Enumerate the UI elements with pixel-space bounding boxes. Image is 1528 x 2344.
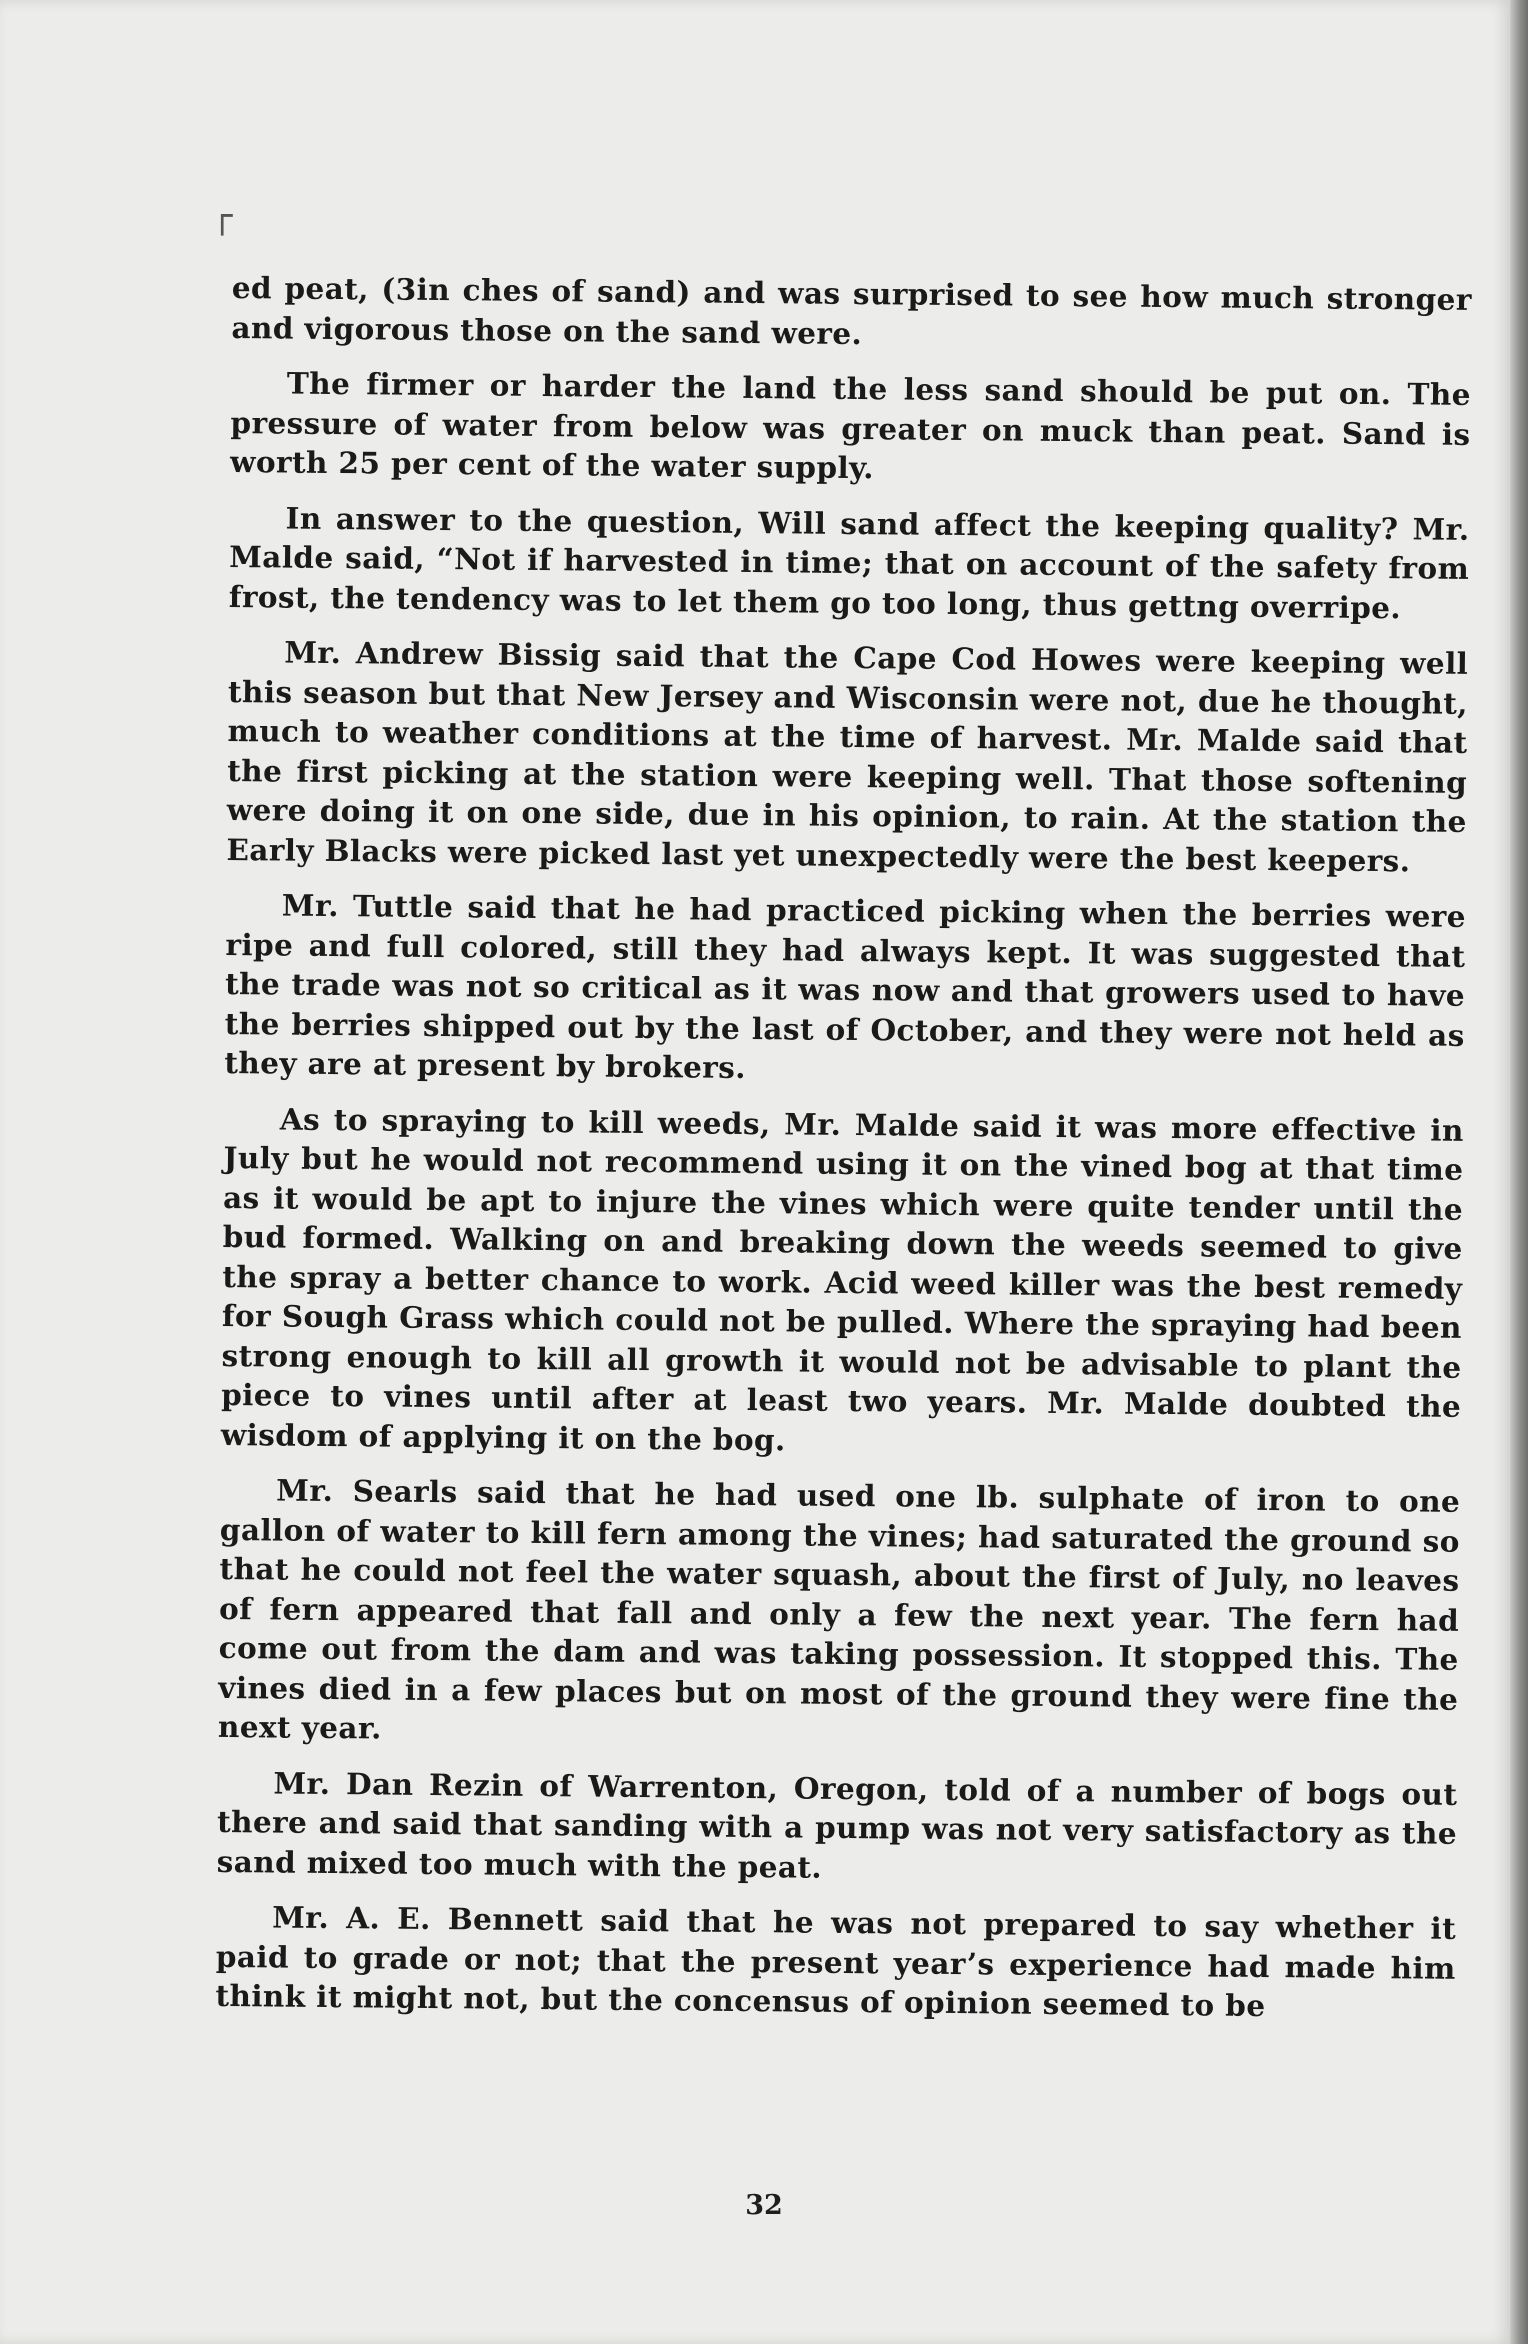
corner-mark: ┌: [212, 196, 233, 236]
paragraph-8: Mr. Dan Rezin of Warrenton, Oregon, told of a number of bogs out there and said that sanding with a pump was not very satisfactory as the sand mixed too much with the peat.: [216, 1764, 1458, 1885]
paragraph-1: ed peat, (3in ches of sand) and was surprised to see how much stronger and vigorous those on the sand were.: [231, 269, 1472, 351]
page-number: 32: [745, 2190, 783, 2221]
paragraph-5: Mr. Tuttle said that he had practiced picking when the berries were ripe and full colored, still they had always kept. It was suggested that the trade was not so critical as it was now and that growers used to have the berries shipped out by the last of October, and they were not held as they are at present by brokers.: [224, 887, 1467, 1085]
paragraph-4: Mr. Andrew Bissig said that the Cape Cod Howes were keeping well this season but that New Jersey and Wisconsin were not, due he thought, much to weather conditions at the time of harvest. Mr. Malde said that the first picking at the station were keeping well. That those softening were doing it on one side, due in his opinion, to rain. At the station the Early Blacks were picked last yet unexpectedly were the best keepers.: [226, 634, 1469, 878]
paragraph-7: Mr. Searls said that he had used one lb. sulphate of iron to one gallon of water to kill fern among the vines; had saturated the ground so that he could not feel the water squash, about the first of July, no leaves of fern appeared that fall and only a few the next year. The fern had come out from the dam and was taking possession. It stopped this. The vines died in a few places but on most of the ground they were fine the next year.: [217, 1472, 1461, 1746]
page-edge-shadow: [1510, 0, 1528, 2344]
paragraph-9: Mr. A. E. Bennett said that he was not prepared to say whether it paid to grade or not; that the present year’s experience had made him think it might not, but the concensus of opinion seemed to be: [215, 1899, 1457, 2023]
paragraph-2: The firmer or harder the land the less sand should be put on. The pressure of water from below was greater on muck than peat. Sand is worth 25 per cent of the water supply.: [229, 365, 1472, 486]
paragraph-3: In answer to the question, Will sand affect the keeping quality? Mr. Malde said, “Not if harvested in time; that on account of the safety from frost, the tendency was to let them go too long, thus gettng overripe.: [228, 500, 1470, 625]
paragraph-6: As to spraying to kill weeds, Mr. Malde said it was more effective in July but he would not recommend using it on the vined bog at that time as it would be apt to injure the vines which were quite tender until the bud formed. Walking on and breaking down the weeds seemed to give the spray a better chance to work. Acid weed killer was the best remedy for Sough Grass which could not be pulled. Where the spraying had been strong enough to kill all growth it would not be advisable to plant the piece to vines until after at least two years. Mr. Malde doubted the wisdom of applying it on the bog.: [220, 1100, 1464, 1457]
body-text: [215, 268, 1472, 2043]
